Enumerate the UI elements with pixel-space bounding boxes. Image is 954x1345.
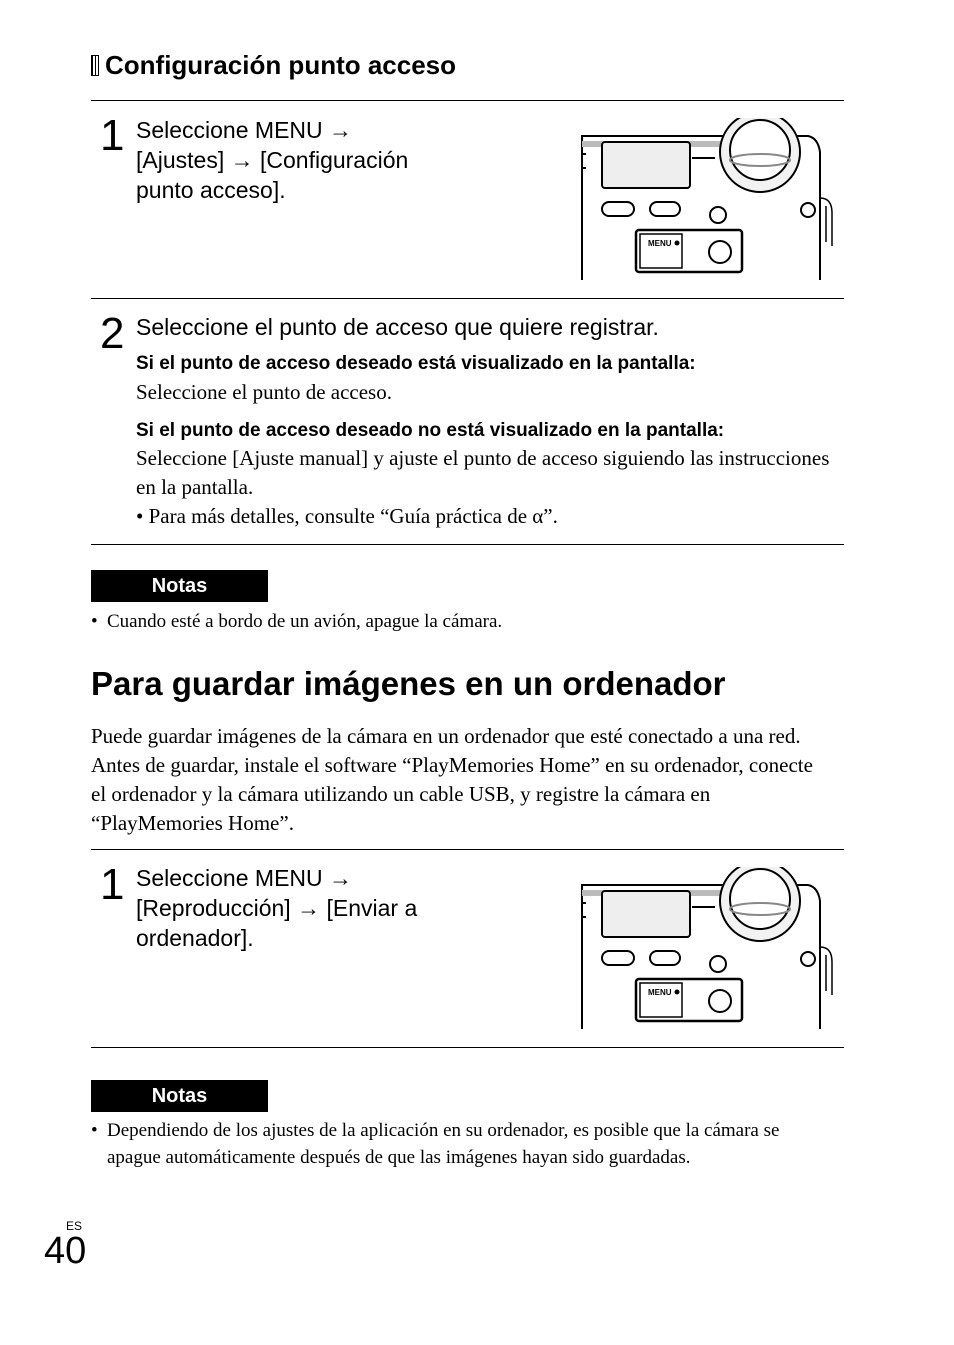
- note-item: • Dependiendo de los ajustes de la aplicación en su ordenador, es posible que la cámara se apague automáticamente después de que las imágenes hayan sido guardadas.: [91, 1120, 780, 1168]
- bullet-text: • Para más detalles, consulte “Guía práctica de α”.: [136, 504, 558, 528]
- divider: [91, 849, 844, 850]
- step-number: 1: [100, 860, 125, 909]
- divider: [91, 1047, 844, 1048]
- divider: [91, 100, 844, 101]
- case-body: Seleccione el punto de acceso.: [136, 380, 392, 404]
- case-title: Si el punto de acceso deseado no está visualizado en la pantalla:: [136, 420, 725, 441]
- divider: [91, 544, 844, 545]
- section-heading-save-images: Para guardar imágenes en un ordenador: [91, 665, 726, 702]
- notes-label: Notas: [91, 1080, 268, 1112]
- heading-marker-icon: [91, 55, 99, 76]
- page-language: ES: [66, 1219, 83, 1233]
- section-heading-access-point: Configuración punto acceso: [91, 50, 456, 81]
- intro-paragraph: Puede guardar imágenes de la cámara en un ordenador que esté conectado a una red. Antes de guardar, instale el software “PlayMemories Home” en su ordenador, conecte el ordenador y la cámara utilizando un cable USB, y registre la cámara en “PlayMemories Home”.: [91, 724, 813, 835]
- step-instruction: Seleccione MENU → [Reproducción] → [Enviar a ordenador].: [136, 865, 418, 951]
- step-instruction: Seleccione MENU → [Ajustes] → [Configuración punto acceso].: [136, 117, 409, 203]
- camera-menu-button-illustration: [580, 118, 840, 280]
- case-title: Si el punto de acceso deseado está visualizado en la pantalla:: [136, 353, 696, 374]
- notes-label: Notas: [91, 570, 268, 602]
- case-body: Seleccione [Ajuste manual] y ajuste el punto de acceso siguiendo las instrucciones en la pantalla.: [136, 446, 830, 499]
- page-number: 40: [44, 1230, 87, 1272]
- step-number: 1: [100, 111, 125, 160]
- step-instruction: Seleccione el punto de acceso que quiere registrar.: [136, 314, 659, 340]
- note-item: • Cuando esté a bordo de un avión, apague la cámara.: [91, 611, 503, 632]
- divider: [91, 298, 844, 299]
- menu-button-label: MENU: [648, 988, 672, 997]
- menu-button-label: MENU: [648, 239, 672, 248]
- step-number: 2: [100, 309, 125, 358]
- camera-menu-button-illustration: [580, 867, 840, 1029]
